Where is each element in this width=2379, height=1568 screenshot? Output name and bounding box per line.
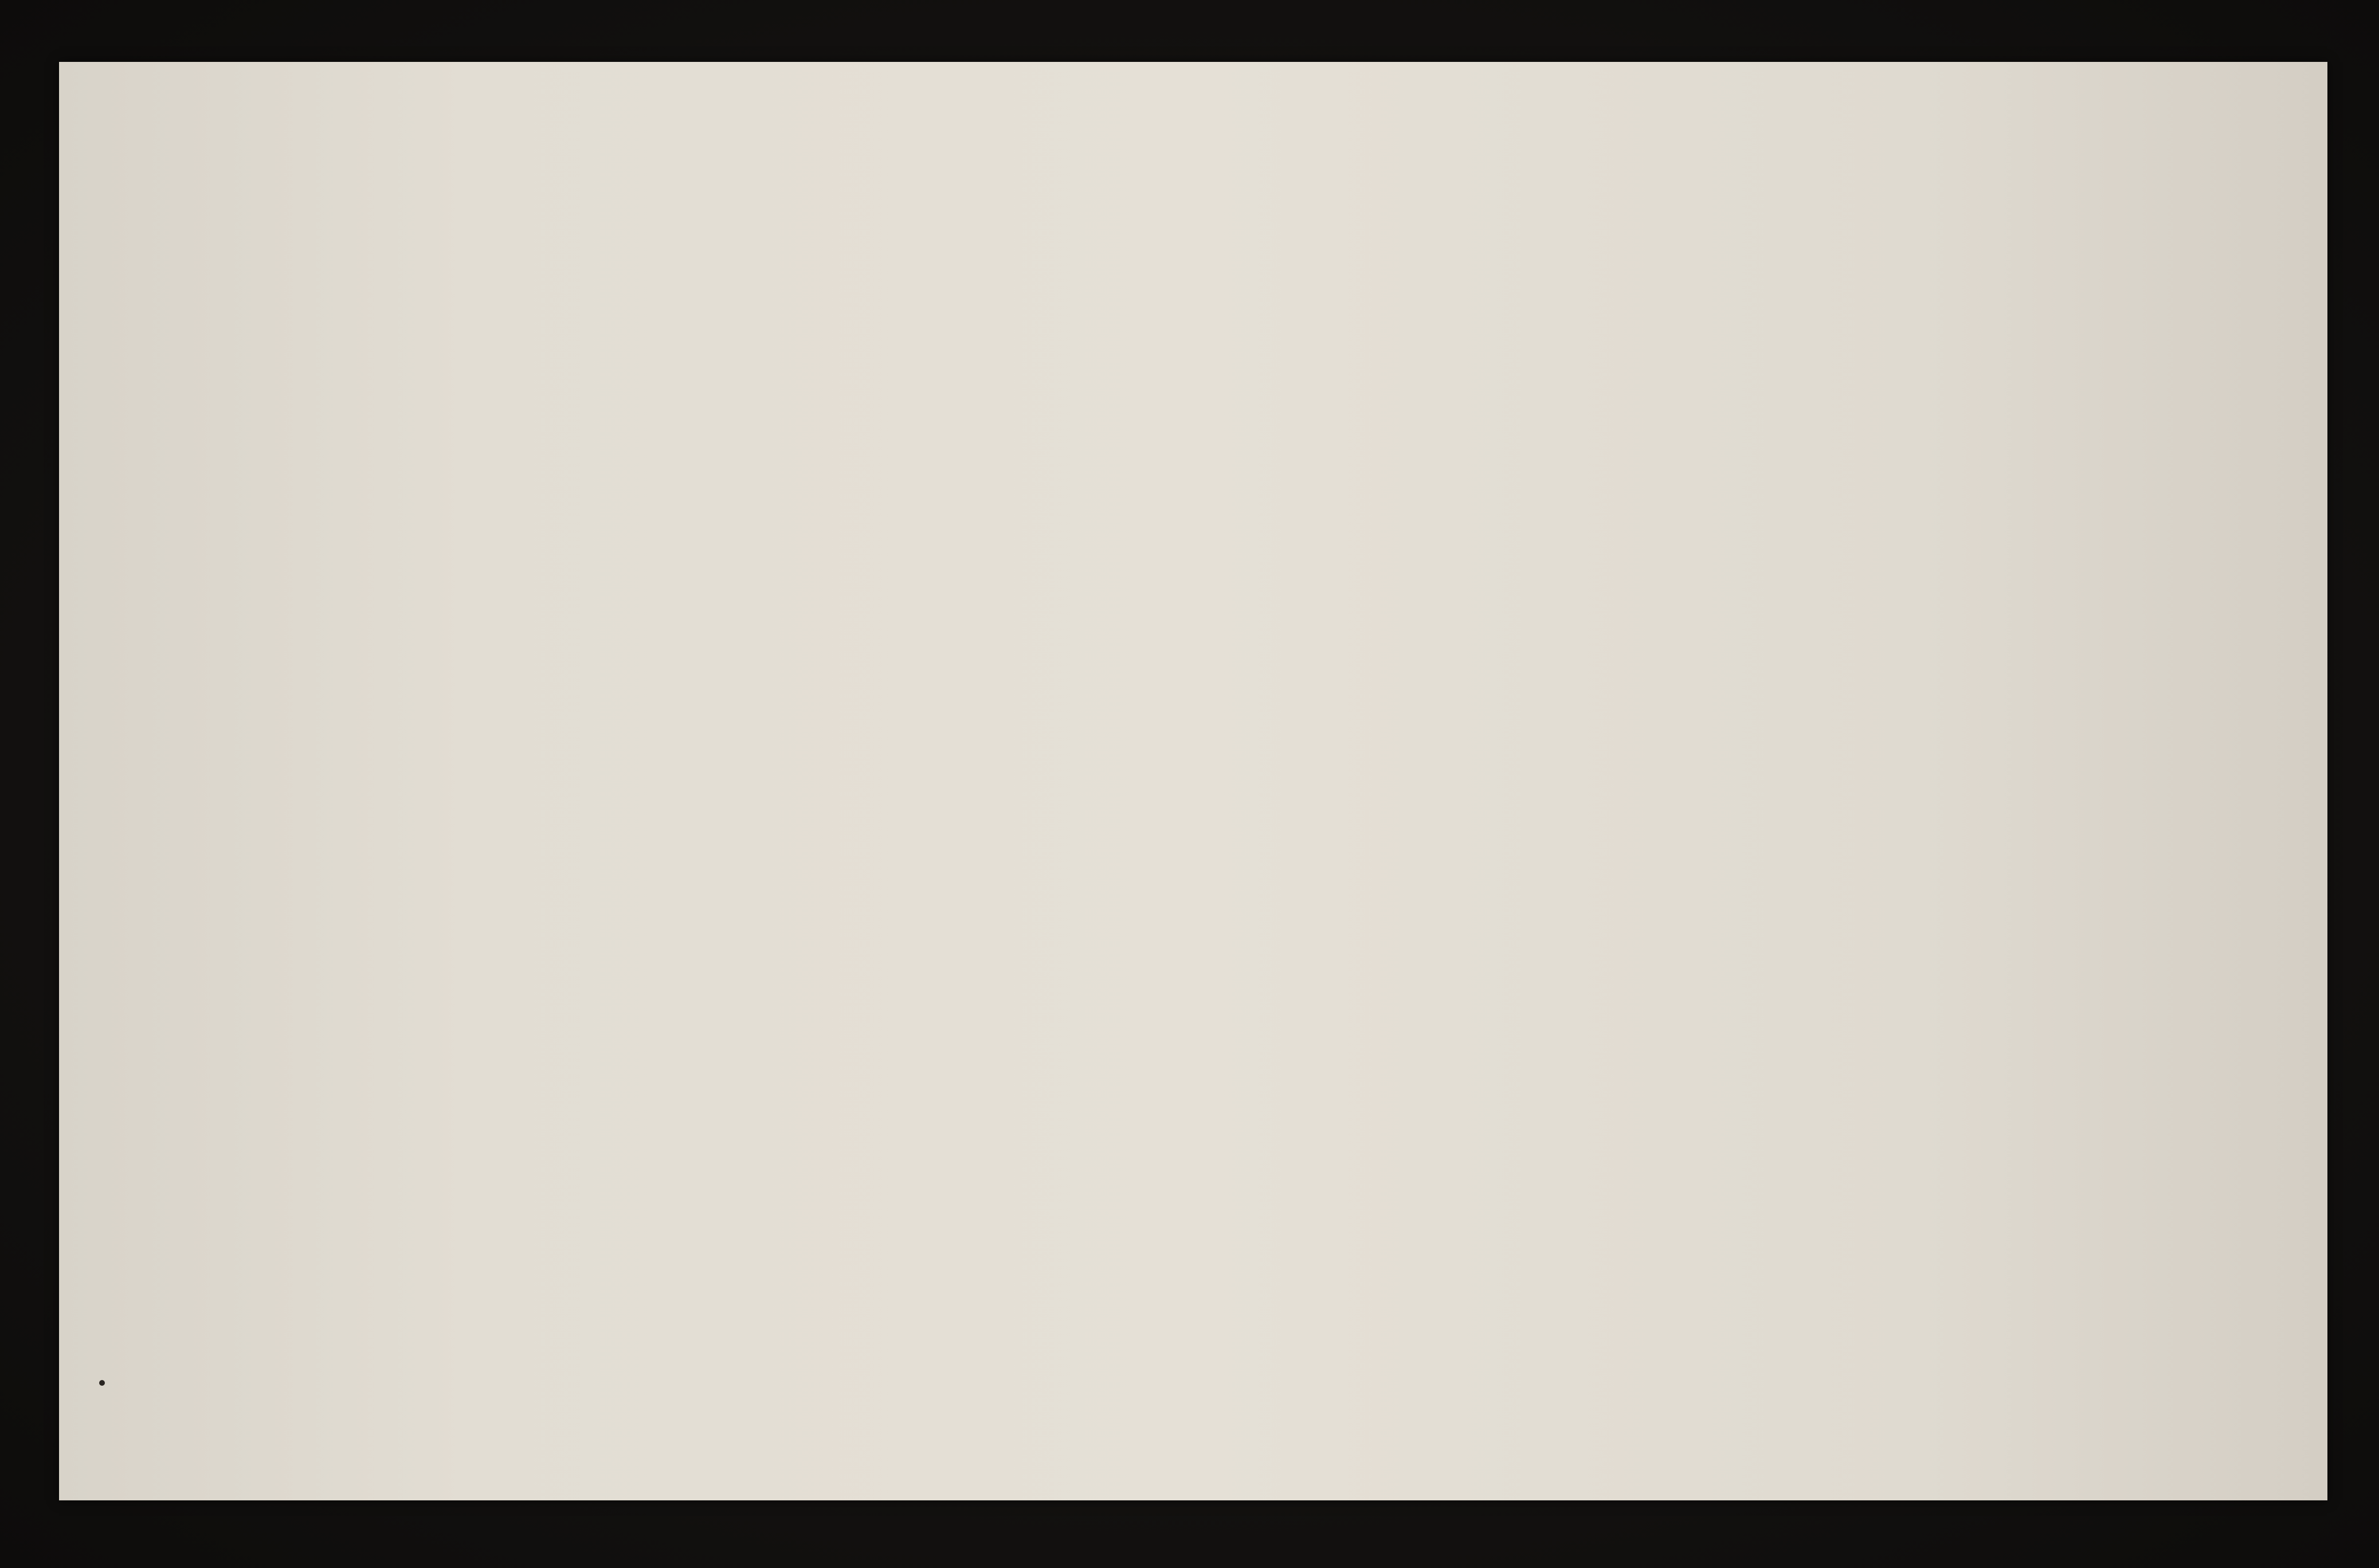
document-page xyxy=(59,62,2327,1500)
punch-hole xyxy=(99,1380,105,1386)
page-content xyxy=(2262,102,2327,1455)
